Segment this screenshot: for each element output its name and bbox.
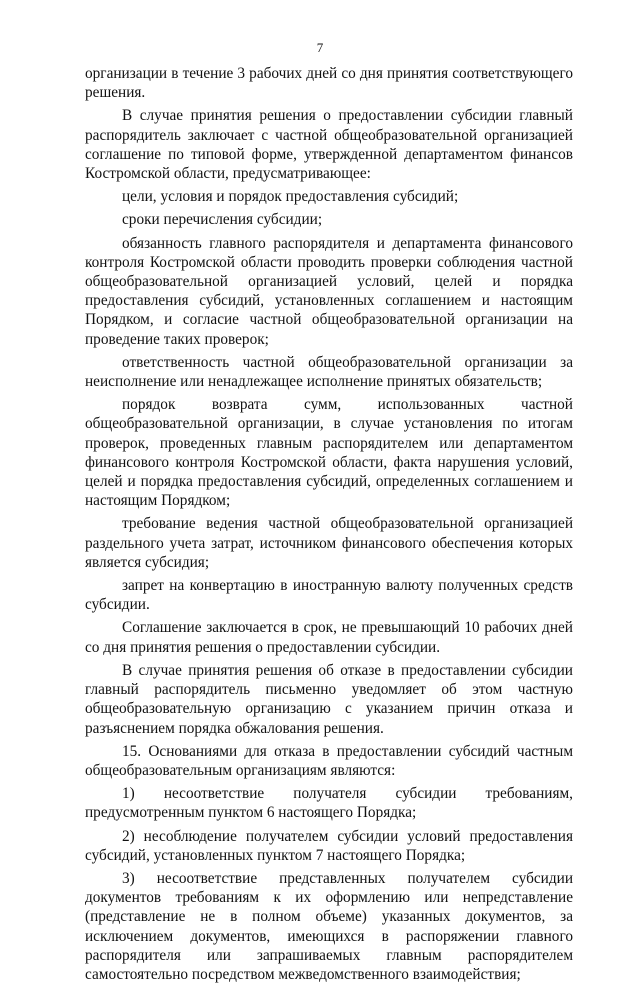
paragraph: 15. Основаниями для отказа в предоставлении субсидий частным общеобразовательным организациям являются: — [85, 742, 573, 779]
paragraph: 3) несоответствие представленных получателем субсидии документов требованиям к их оформлению или непредставление (представление не в полном объеме) указанных документов, за исключением документов, имеющихся в распоряжении главного распорядителя или запрашиваемых главным распорядителем самостоятельно посредством межведомственного взаимодействия; — [85, 869, 573, 983]
paragraph: организации в течение 3 рабочих дней со дня принятия соответствующего решения. — [85, 65, 573, 102]
document-body — [85, 64, 573, 988]
paragraph: ответственность частной общеобразовательной организации за неисполнение или ненадлежащее исполнение принятых обязательств; — [85, 353, 573, 391]
paragraph: Соглашение заключается в срок, не превышающий 10 рабочих дней со дня принятия решения о предоставлении субсидии. — [85, 619, 573, 656]
paragraph: требование ведения частной общеобразовательной организацией раздельного учета затрат, источником финансового обеспечения которых является субсидия; — [85, 515, 573, 571]
paragraph: В случае принятия решения об отказе в предоставлении субсидии главный распорядитель письменно уведомляет об этом частную общеобразовательную организацию с указанием причин отказа и разъяснением порядка обжалования решения. — [85, 661, 573, 737]
paragraph: сроки перечисления субсидии; — [122, 211, 323, 229]
paragraph: 1) несоответствие получателя субсидии требованиям, предусмотренным пунктом 6 настоящего Порядка; — [85, 785, 573, 822]
paragraph: запрет на конвертацию в иностранную валюту полученных средств субсидии. — [85, 577, 573, 614]
paragraph: В случае принятия решения о предоставлении субсидии главный распорядитель заключает с частной общеобразовательной организацией соглашение по типовой форме, утвержденной департаментом финансов Костромской области, предусматривающее: — [85, 107, 573, 183]
paragraph: 2) несоблюдение получателем субсидии условий предоставления субсидий, установленных пунктом 7 настоящего Порядка; — [85, 827, 573, 864]
page-number: 7 — [316, 40, 324, 55]
paragraph: порядок возврата сумм, использованных частной общеобразовательной организации, в случае установления по итогам проверок, проведенных главным распорядителем или департаментом финансового контроля Костромской области, факта нарушения условий, целей и порядка предоставления субсидий, определенных соглашением и настоящим Порядком; — [85, 396, 573, 510]
paragraph: цели, условия и порядок предоставления субсидий; — [122, 188, 459, 206]
paragraph: обязанность главного распорядителя и департамента финансового контроля Костромской области проводить проверки соблюдения частной общеобразовательной организацией условий, целей и порядка предоставления субсидий, установленных соглашением и настоящим Порядком, и согласие частной общеобразовательной организации на проведение таких проверок; — [85, 234, 573, 348]
